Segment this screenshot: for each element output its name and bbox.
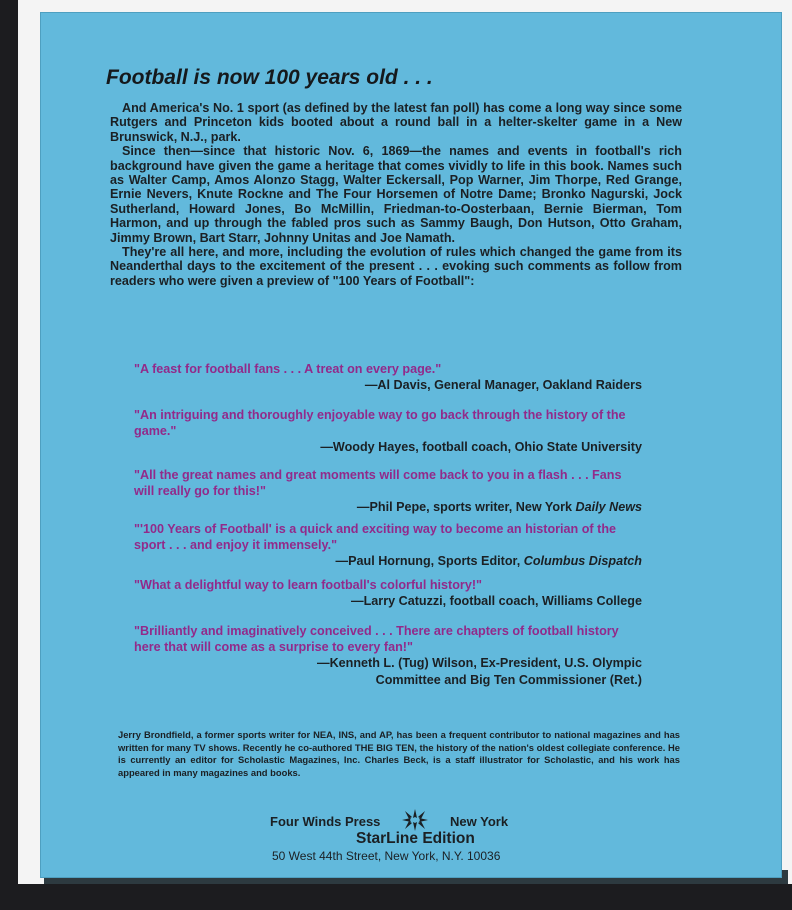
quote-item <box>134 467 642 516</box>
quote-text: "An intriguing and thoroughly enjoyable way to go back through the history of the game." <box>134 408 626 438</box>
quote-item <box>134 577 642 610</box>
quote-attribution: —Woody Hayes, football coach, Ohio State University <box>320 440 642 454</box>
quote-text: "'100 Years of Football' is a quick and exciting way to become an historian of the sport . . . and enjoy it immensely." <box>134 522 617 552</box>
quote-attribution <box>134 553 642 570</box>
quote-text: "A feast for football fans . . . A treat on every page." <box>134 362 442 376</box>
quote-attribution: —Larry Catuzzi, football coach, Williams College <box>351 594 642 608</box>
left-dark-edge <box>0 0 18 910</box>
quote-attribution-continued: Committee and Big Ten Commissioner (Ret.) <box>375 673 642 687</box>
quote-text: "Brilliantly and imaginatively conceived . . . There are chapters of football history here that will come as a surprise to every fan!" <box>134 624 619 654</box>
quote-attribution: —Al Davis, General Manager, Oakland Raiders <box>364 378 642 392</box>
publication-name: Daily News <box>575 500 642 514</box>
intro-paragraph: They're all here, and more, including the evolution of rules which changed the game from its Neanderthal days to the excitement of the present . . . evoking such comments as follow from readers who were given a preview of "100 Years of Football": <box>110 245 682 288</box>
quote-item <box>134 521 642 570</box>
quote-text: "What a delightful way to learn football's colorful history!" <box>134 578 482 592</box>
quote-item <box>134 407 642 456</box>
edition-name: StarLine Edition <box>356 830 475 847</box>
bottom-dark-edge <box>0 884 792 910</box>
quote-item <box>134 361 642 394</box>
author-bio: Jerry Brondfield, a former sports writer for NEA, INS, and AP, has been a frequent contributor to national magazines and has written for many TV shows. Recently he co-authored THE BIG TEN, the history of the nation's oldest collegiate conference. He is currently an editor for Scholastic Magazines, Inc. Charles Beck, is a staff illustrator for Scholastic, and his work has appeared in many magazines and books. <box>118 729 680 778</box>
headline: Football is now 100 years old . . . <box>106 66 433 89</box>
attribution-prefix: —Paul Hornung, Sports Editor, <box>335 554 524 568</box>
quote-attribution: —Kenneth L. (Tug) Wilson, Ex-President, U.S. Olympic <box>316 656 642 670</box>
publisher-name: Four Winds Press <box>270 814 381 829</box>
intro-paragraph: And America's No. 1 sport (as defined by the latest fan poll) has come a long way since some Rutgers and Princeton kids booted about a round ball in a helter-skelter game in a New Brunswick, N.J., park. <box>110 101 682 144</box>
quote-text: "All the great names and great moments will come back to you in a flash . . . Fans will really go for this!" <box>134 468 622 498</box>
publisher-city: New York <box>450 814 509 829</box>
publication-name: Columbus Dispatch <box>523 554 642 568</box>
quote-item <box>134 623 642 689</box>
intro-paragraph: Since then—since that historic Nov. 6, 1869—the names and events in football's rich background have given the game a heritage that comes vividly to life in this book. Names such as Walter Camp, Amos Alonzo Stagg, Walter Eckersall, Pop Warner, Jim Thorpe, Red Grange, Ernie Nevers, Knute Rockne and The Four Horsemen of Notre Dame; Bronko Nagurski, Jock Sutherland, Howard Jones, Bo McMillin, Friedman-to-Oosterbaan, Bernie Bierman, Tom Harmon, and up through the fabled pros such as Sammy Baugh, Don Hutson, Otto Graham, Jimmy Brown, Bart Starr, Johnny Unitas and Joe Namath. <box>110 144 682 245</box>
attribution-prefix: —Phil Pepe, sports writer, New York <box>356 500 576 514</box>
quote-attribution <box>134 499 642 516</box>
publisher-address: 50 West 44th Street, New York, N.Y. 10036 <box>272 849 501 863</box>
intro-text <box>110 101 682 288</box>
